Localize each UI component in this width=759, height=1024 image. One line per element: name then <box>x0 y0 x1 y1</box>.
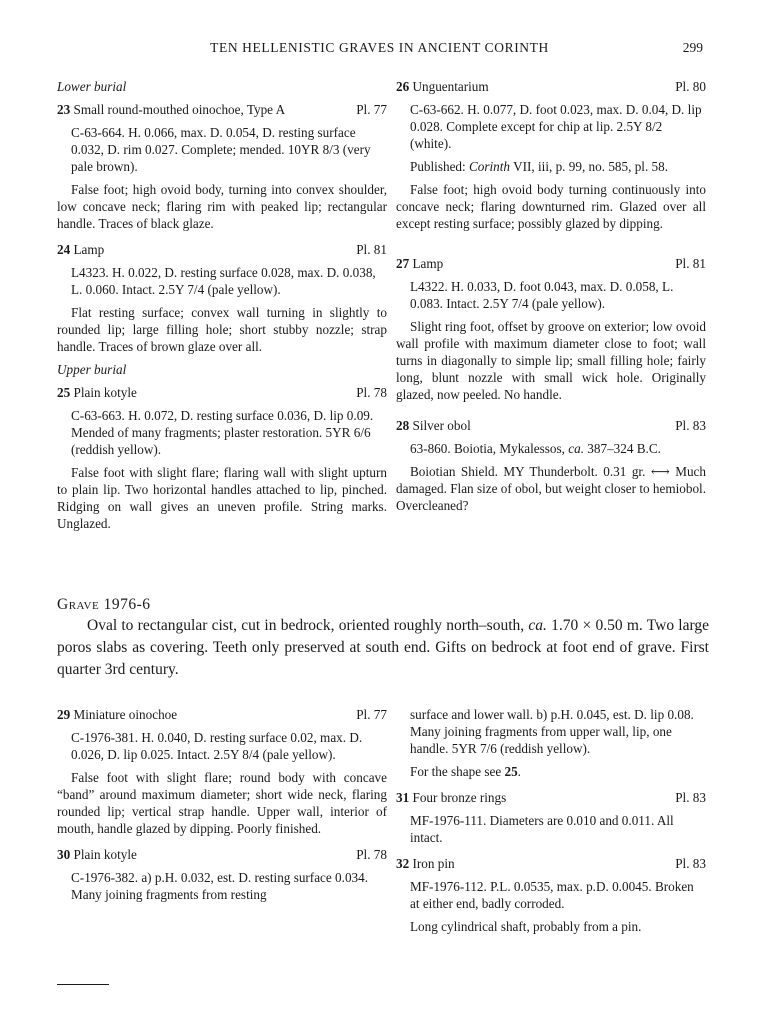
catalog-entry-27 <box>396 255 706 403</box>
entry-description: Flat resting surface; convex wall turning in slightly to rounded lip; large filling hole; short stubby nozzle; strap handle. Traces of brown glaze over all. <box>57 305 387 354</box>
entry-number: 32 <box>396 856 410 871</box>
entry-description: False foot; high ovoid body turning continuously into concave neck; flaring downturned rim. Glazed over all except resting surface; possibly glazed by dipping. <box>396 182 706 231</box>
details-rest: 387–324 B.C. <box>584 441 661 456</box>
entry-number: 29 <box>57 707 71 722</box>
plate-ref: Pl. 77 <box>356 707 387 722</box>
entry-description: False foot with slight flare; flaring wall with slight upturn to plain lip. Two horizontal handles attached to lip, pinched. Ridging on wall gives an uneven profile. String marks. Unglazed. <box>57 465 387 531</box>
plate-ref: Pl. 83 <box>675 856 706 871</box>
running-title: TEN HELLENISTIC GRAVES IN ANCIENT CORINTH <box>210 40 549 55</box>
entry-heading <box>57 846 387 863</box>
grave-desc-part2: 1.70 × 0.50 m. Two large poros slabs as covering. Teeth only preserved at south end. Gifts on bedrock at foot end of grave. First quarter 3rd century. <box>57 617 709 678</box>
plate-ref: Pl. 80 <box>675 79 706 94</box>
plate-ref: Pl. 81 <box>675 256 706 271</box>
entry-details: C-63-662. H. 0.077, D. foot 0.023, max. D. 0.04, D. lip 0.028. Complete except for chip at lip. 2.5Y 8/2 (white). <box>410 102 702 151</box>
entry-details: C-1976-382. a) p.H. 0.032, est. D. resting surface 0.034. Many joining fragments from resting <box>71 870 369 902</box>
entry-heading <box>396 78 706 95</box>
entry-title: Miniature oinochoe <box>73 707 178 722</box>
entry-heading <box>396 789 706 806</box>
entry-title: Plain kotyle <box>73 847 137 862</box>
upper-right-column <box>396 78 706 514</box>
entry-details: C-63-663. H. 0.072, D. resting surface 0.036, D. lip 0.09. Mended of many fragments; plaster restoration. 5YR 6/6 (reddish yellow). <box>71 408 374 457</box>
plate-ref: Pl. 83 <box>675 418 706 433</box>
entry-title: Lamp <box>412 256 444 271</box>
shape-prefix: For the shape see <box>410 764 505 779</box>
entry-number: 31 <box>396 790 410 805</box>
catalog-entry-30 <box>57 846 387 903</box>
catalog-entry-28 <box>396 417 706 514</box>
entry-title: Silver obol <box>412 418 471 433</box>
entry-heading <box>396 855 706 872</box>
plate-ref: Pl. 78 <box>356 847 387 862</box>
catalog-entry-31 <box>396 789 706 846</box>
entry-number: 24 <box>57 242 71 257</box>
entry-title: Small round-mouthed oinochoe, Type A <box>73 102 286 117</box>
catalog-entry-24 <box>57 241 387 355</box>
circa: ca. <box>528 617 547 634</box>
upper-burial-heading: Upper burial <box>57 362 127 377</box>
plate-ref: Pl. 77 <box>356 102 387 117</box>
entry-title: Lamp <box>73 242 105 257</box>
plate-ref: Pl. 78 <box>356 385 387 400</box>
published-prefix: Published: <box>410 159 469 174</box>
entry-number: 25 <box>57 385 71 400</box>
plate-ref: Pl. 81 <box>356 242 387 257</box>
entry-number: 28 <box>396 418 410 433</box>
entry-details: C-63-664. H. 0.066, max. D. 0.054, D. resting surface 0.032, D. rim 0.027. Complete; mended. 10YR 8/3 (very pale brown). <box>71 125 371 174</box>
plate-ref: Pl. 83 <box>675 790 706 805</box>
shape-ref-number: 25 <box>504 764 518 779</box>
circa: ca. <box>568 441 584 456</box>
entry-number: 27 <box>396 256 410 271</box>
catalog-entry-25 <box>57 384 387 532</box>
catalog-entry-29 <box>57 706 387 837</box>
grave-description <box>57 615 709 681</box>
lower-left-column <box>57 706 387 903</box>
entry-details: C-1976-381. H. 0.040, D. resting surface 0.02, max. D. 0.026, D. lip 0.025. Intact. 2.5Y 8/4 (pale yellow). <box>71 730 363 762</box>
catalog-entry-23 <box>57 101 387 232</box>
published-reference <box>396 158 706 175</box>
entry-description: Slight ring foot, offset by groove on exterior; low ovoid wall profile with maximum diameter close to foot; wall turns in diagonally to simple lip; small filling hole; fairly long, blunt nozzle with small wick hole. Originally glazed, now peeled. No handle. <box>396 319 706 402</box>
footnote-rule <box>57 984 109 985</box>
lower-right-column <box>396 706 706 935</box>
published-title: Corinth <box>468 159 511 174</box>
entry-number: 30 <box>57 847 71 862</box>
entry-heading <box>57 101 387 118</box>
entry-description: False foot with slight flare; round body with concave “band” around maximum diameter; short wide neck, flaring rounded lip; vertical strap handle. Upper wall, interior of mouth, handle glazed by dipping. Poorly finished. <box>57 770 387 836</box>
entry-title: Unguentarium <box>412 79 489 94</box>
page-number: 299 <box>682 40 703 55</box>
grave-heading <box>57 596 151 613</box>
published-rest: VII, iii, p. 99, no. 585, pl. 58. <box>510 159 669 174</box>
entry-heading <box>396 255 706 272</box>
entry-description: Long cylindrical shaft, probably from a pin. <box>410 919 642 934</box>
entry-details: MF-1976-112. P.L. 0.0535, max. p.D. 0.0045. Broken at either end, badly corroded. <box>410 879 694 911</box>
grave-word: Grave <box>57 596 100 613</box>
entry-number: 23 <box>57 102 71 117</box>
catalog-entry-32 <box>396 855 706 935</box>
catalog-entry-26 <box>396 78 706 232</box>
shape-reference <box>396 763 706 780</box>
entry-title: Four bronze rings <box>412 790 507 805</box>
entry-heading <box>396 417 706 434</box>
entry-heading <box>57 384 387 401</box>
entry-description: False foot; high ovoid body, turning into convex shoulder, low concave neck; flaring rim with peaked lip; rectangular handle. Traces of black glaze. <box>57 182 387 231</box>
lower-burial-heading: Lower burial <box>57 79 127 94</box>
entry-description: Boiotian Shield. MY Thunderbolt. 0.31 gr. ⟷ Much damaged. Flan size of obol, but weight closer to hemiobol. Overcleaned? <box>396 464 706 513</box>
grave-number: 1976-6 <box>99 596 151 613</box>
entry-heading <box>57 706 387 723</box>
entry-title: Iron pin <box>412 856 455 871</box>
entry-details: MF-1976-111. Diameters are 0.010 and 0.011. All intact. <box>410 813 674 845</box>
entry-details: L4322. H. 0.033, D. foot 0.043, max. D. 0.058, L. 0.083. Intact. 2.5Y 7/4 (pale yellow). <box>410 279 674 311</box>
entry-30-continued: surface and lower wall. b) p.H. 0.045, est. D. lip 0.08. Many joining fragments from upper wall, lip, one handle. 5YR 7/6 (reddish yellow). <box>410 707 694 756</box>
grave-desc-part1: Oval to rectangular cist, cut in bedrock, oriented roughly north–south, <box>87 617 529 634</box>
entry-details: L4323. H. 0.022, D. resting surface 0.028, max. D. 0.038, L. 0.060. Intact. 2.5Y 7/4 (pale yellow). <box>71 265 376 297</box>
entry-number: 26 <box>396 79 410 94</box>
upper-left-column <box>57 78 387 532</box>
page-header <box>0 39 759 59</box>
shape-suffix: . <box>517 764 521 779</box>
entry-title: Plain kotyle <box>73 385 137 400</box>
details-prefix: 63-860. Boiotia, Mykalessos, <box>410 441 569 456</box>
entry-details <box>396 440 706 457</box>
entry-heading <box>57 241 387 258</box>
